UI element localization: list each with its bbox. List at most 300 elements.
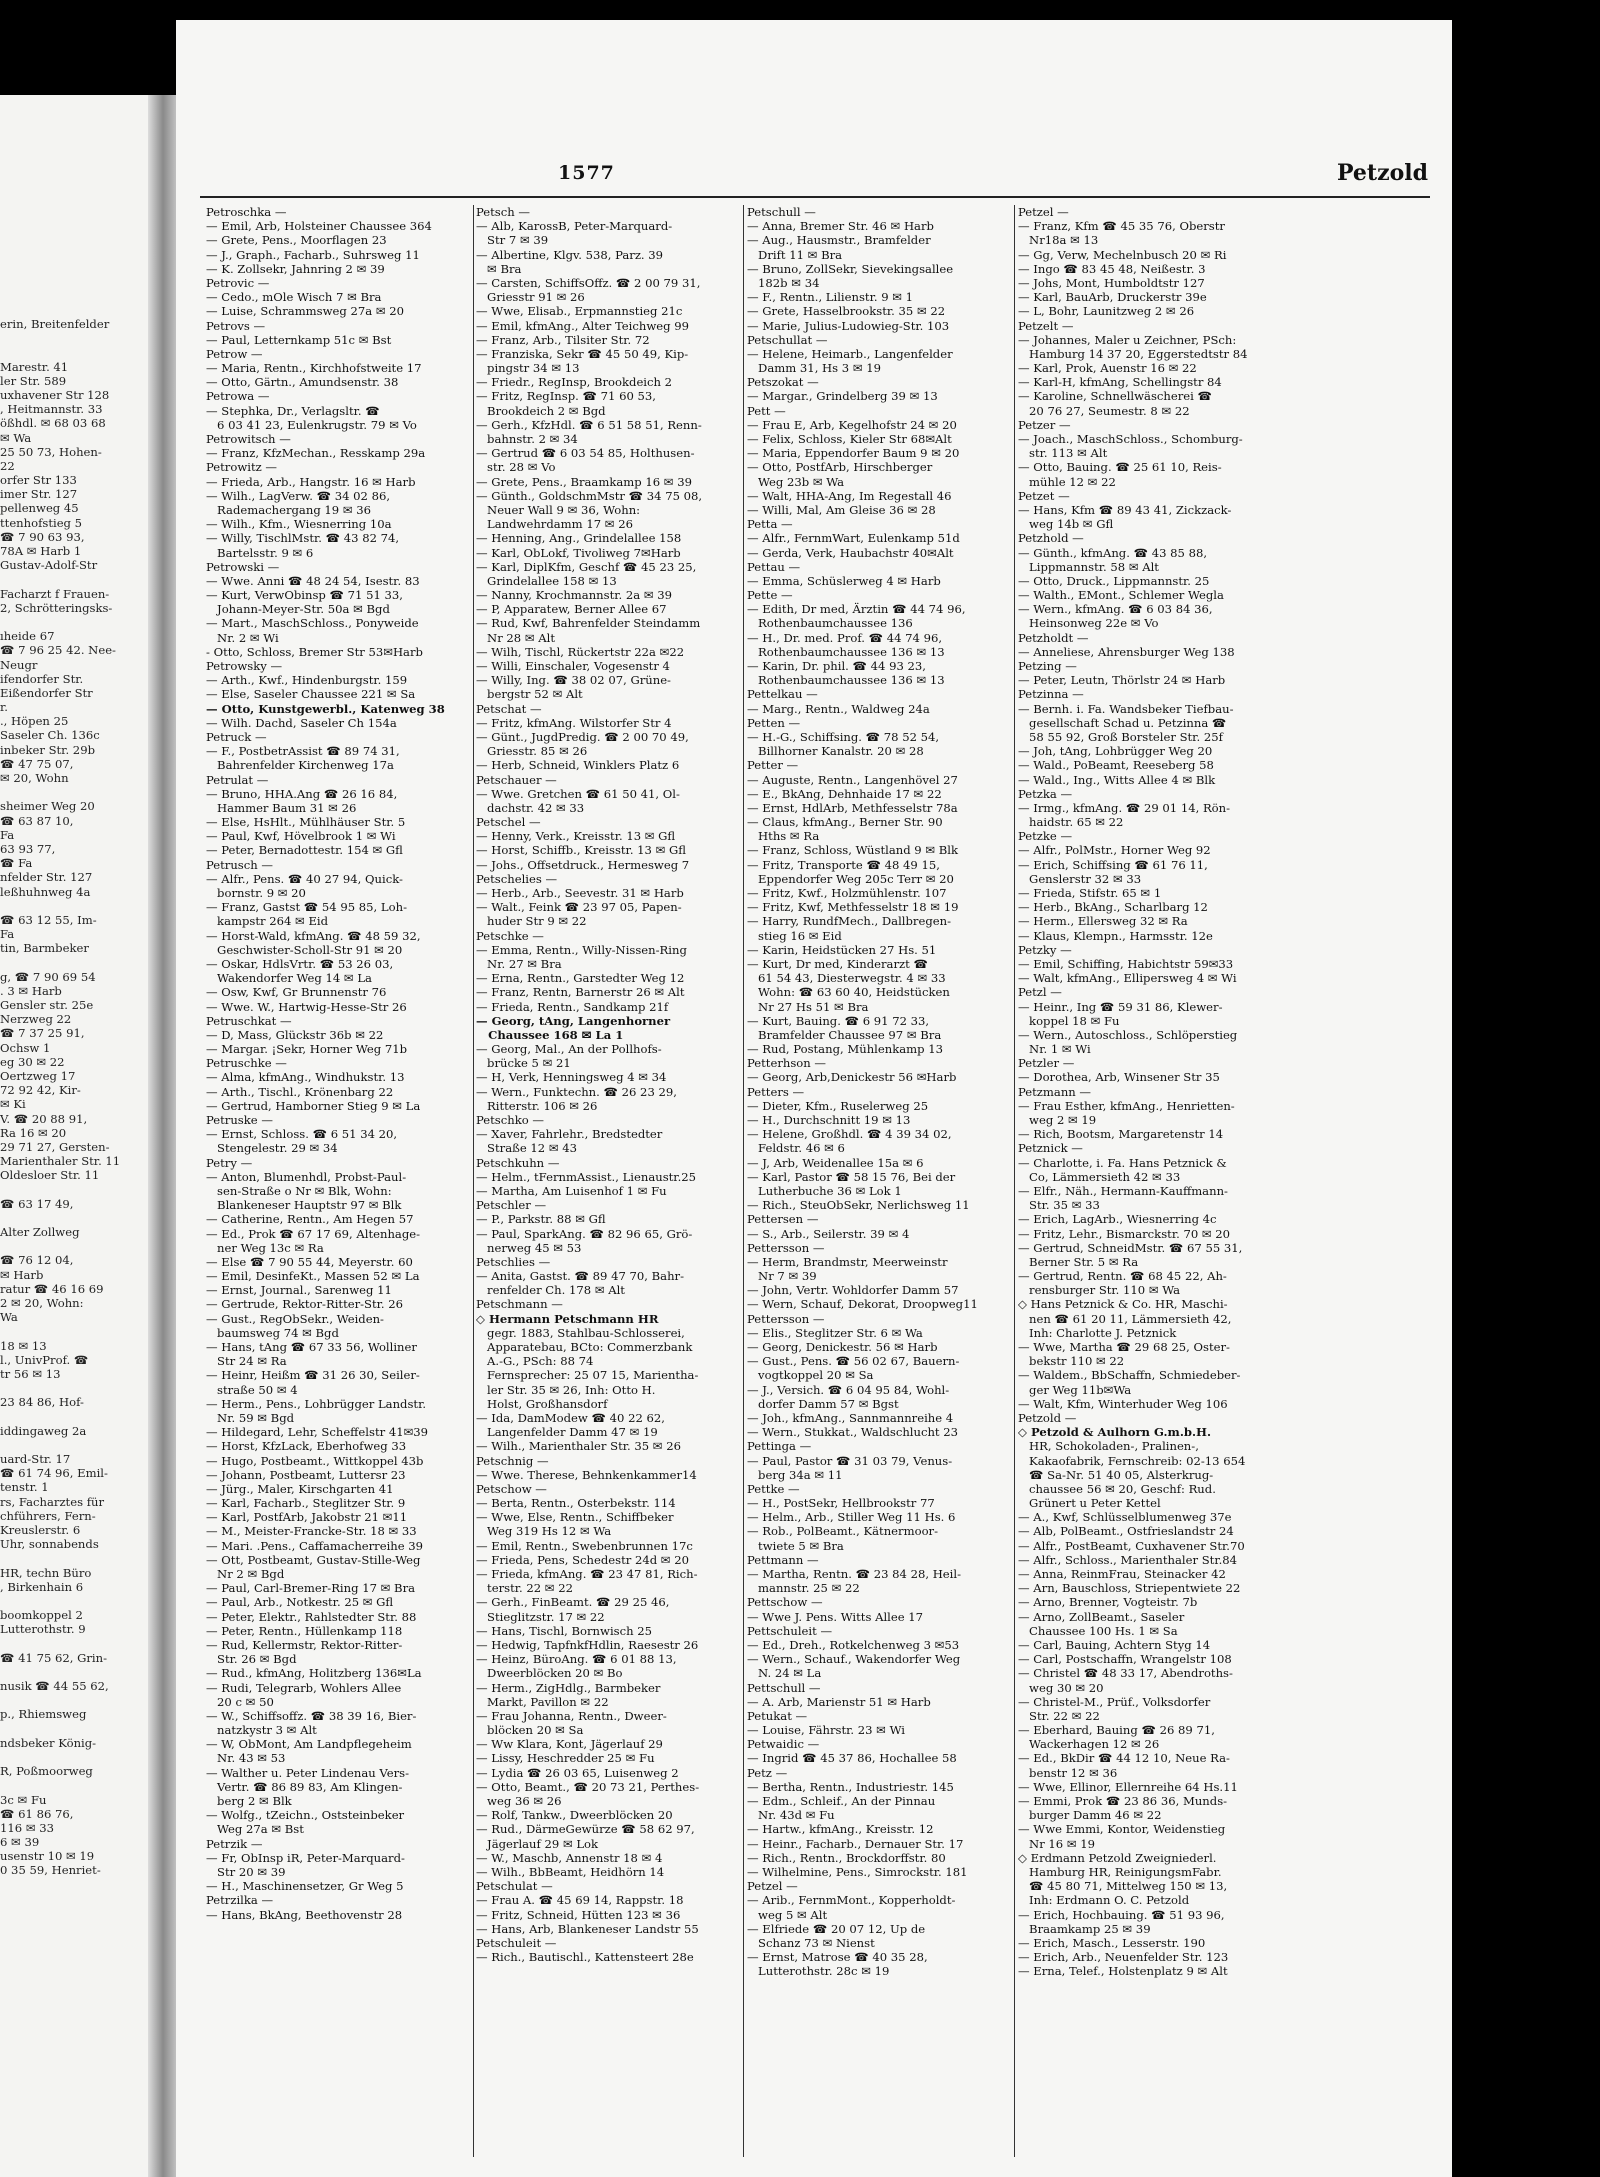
directory-entry-line: — Fr, ObInsp iR, Peter-Marquard- [206,1850,405,1865]
left-fragment-line: ☎ 76 12 04, [0,1253,74,1268]
directory-entry-line: Hths ✉ Ra [747,829,820,844]
directory-entry-line: — Anita, Gastst. ☎ 89 47 70, Bahr- [476,1269,685,1284]
directory-entry-line: Jägerlauf 29 ✉ Lok [476,1836,599,1851]
left-fragment-line: ✉ Wa [0,430,32,445]
directory-entry-line: ☎ 45 80 71, Mittelweg 150 ✉ 13, [1018,1879,1228,1894]
directory-entry-line: — Helene, Heimarb., Langenfelder [747,346,953,361]
directory-entry-line: — Eberhard, Bauing ☎ 26 89 71, [1018,1723,1215,1738]
left-fragment-line: nfelder Str. 127 [0,870,93,885]
directory-entry-line: berg 34a ✉ 11 [747,1467,843,1482]
directory-entry-line: — Karl-H, kfmAng, Schellingstr 84 [1018,375,1222,390]
directory-entry-line: — Maria, Eppendorfer Baum 9 ✉ 20 [747,446,960,461]
left-fragment-line: ☎ Fa [0,856,33,871]
directory-entry-line: — S., Arb., Seilerstr. 39 ✉ 4 [747,1226,910,1241]
directory-entry-line: — Erna, Telef., Holstenplatz 9 ✉ Alt [1018,1964,1228,1979]
directory-entry-line: — Otto, Beamt., ☎ 20 73 21, Perthes- [476,1779,700,1794]
directory-entry-line: str. 113 ✉ Alt [1018,446,1108,461]
directory-entry-line: — Heinz, BüroAng. ☎ 6 01 88 13, [476,1652,677,1667]
left-fragment-line: ndsbeker König- [0,1735,97,1750]
left-fragment-line: . 3 ✉ Harb [0,983,62,998]
directory-entry-line: — Wern, Schauf, Dekorat, Droopweg11 [747,1297,978,1312]
directory-entry-line: — Gertrude, Rektor-Ritter-Str. 26 [206,1297,404,1312]
directory-entry-line: — Wwe. W., Hartwig-Hesse-Str 26 [206,999,407,1014]
directory-entry-line: — Frieda, Rentn., Sandkamp 21f [476,999,669,1014]
surname-heading: Petschlies — [476,1254,551,1269]
directory-entry-line: — Arn, Bauschloss, Striepentwiete 22 [1018,1581,1241,1596]
directory-entry-line: — Edm., Schleif., An der Pinnau [747,1794,936,1808]
surname-heading: Petschuleit — [476,1935,557,1950]
directory-entry-line: dachstr. 42 ✉ 33 [476,800,585,815]
directory-entry-line: — Cedo., mOle Wisch 7 ✉ Bra [206,290,382,305]
running-head: Petzold [1336,160,1428,186]
directory-entry-line: — Grete, Pens., Moorflagen 23 [206,233,387,248]
directory-entry-line: — Henning, Ang., Grindelallee 158 [476,531,682,546]
directory-entry-line: — A. Arb, Marienstr 51 ✉ Harb [747,1694,931,1709]
directory-entry-line: Lippmannstr. 58 ✉ Alt [1018,559,1159,574]
directory-entry-line: — Paul, Arb., Notkestr. 25 ✉ Gfl [206,1595,394,1610]
directory-entry-line: — Rob., PolBeamt., Kätnermoor- [747,1524,939,1539]
directory-entry-line: Nr 16 ✉ 19 [1018,1836,1096,1851]
directory-entry-line: Stieglitzstr. 17 ✉ 22 [476,1609,605,1624]
directory-entry-line: benstr 12 ✉ 36 [1018,1765,1118,1780]
directory-entry-line: Feldstr. 46 ✉ 6 [747,1141,845,1156]
left-fragment-line: 22 [0,458,15,473]
directory-entry-line: — Gg, Verw, Mechelnbusch 20 ✉ Ri [1018,247,1227,262]
left-fragment-line: Lutterothstr. 9 [0,1622,86,1637]
directory-entry-line: — Fritz, Kwf, Methfesselstr 18 ✉ 19 [747,900,959,915]
directory-entry-line: nen ☎ 61 20 11, Lämmersieth 42, [1018,1311,1232,1326]
directory-entry-line: — Fritz, kfmAng. Wilstorfer Str 4 [476,715,672,730]
directory-entry-line: — Franz, Schloss, Wüstland 9 ✉ Blk [747,843,959,858]
directory-entry-line: — Frieda, kfmAng. ☎ 23 47 81, Rich- [476,1567,698,1581]
directory-entry-line: Inh: Erdmann O. C. Petzold [1018,1893,1190,1908]
directory-entry-line: — K. Zollsekr, Jahnring 2 ✉ 39 [206,261,385,276]
left-fragment-line: Facharzt f Frauen- [0,586,110,601]
left-fragment-line: Alter Zollweg [0,1225,80,1239]
directory-entry-line: — Wilhelmine, Pens., Simrockstr. 181 [747,1864,968,1879]
left-fragment-line: 23 84 86, Hof- [0,1395,84,1410]
directory-entry-line: — Horst, Schiffb., Kreisstr. 13 ✉ Gfl [476,843,687,858]
directory-entry-line: — Marie, Julius-Ludowieg-Str. 103 [747,318,950,333]
left-fragment-line: Marestr. 41 [0,359,69,374]
directory-entry-line: — W., Schiffsoffz. ☎ 38 39 16, Bier- [206,1708,417,1723]
surname-heading: Petz — [747,1765,788,1780]
left-fragment-line: ttenhofstieg 5 [0,515,83,530]
directory-entry-line: — Wwe Emmi, Kontor, Weidenstieg [1018,1822,1226,1837]
column-divider [473,205,474,2157]
directory-entry-line: — Frau A. ☎ 45 69 14, Rappstr. 18 [476,1893,684,1908]
directory-entry-line: — A., Kwf, Schlüsselblumenweg 37e [1018,1510,1232,1525]
directory-entry-line: Grünert u Peter Kettel [1018,1496,1161,1511]
directory-entry-line: — Arth., Kwf., Hindenburgstr. 159 [206,673,408,688]
directory-entry-line: — H.-G., Schiffsing. ☎ 78 52 54, [747,729,940,744]
directory-entry-line: Berner Str. 5 ✉ Ra [1018,1254,1139,1269]
directory-entry-line: — Wald., PoBeamt, Reeseberg 58 [1018,758,1214,773]
surname-heading: Pettersson — [747,1240,825,1255]
directory-entry-line: Blankeneser Hauptstr 97 ✉ Blk [206,1198,402,1213]
directory-entry-line: — J., Graph., Facharb., Suhrsweg 11 [206,247,420,262]
directory-entry-line: — W, ObMont, Am Landpflegeheim [206,1737,412,1752]
left-fragment-line [0,1636,148,1650]
directory-entry-line: — Frieda, Pens, Schedestr 24d ✉ 20 [476,1552,689,1567]
directory-entry-line: Nr. 59 ✉ Bgd [206,1410,295,1425]
surname-heading: Petrzik — [206,1836,263,1851]
surname-heading: Pettelkau — [747,687,818,702]
directory-entry-line: Nr18a ✉ 13 [1018,233,1099,248]
left-fragment-line: Neugr [0,657,38,672]
directory-entry-line: — Georg, tAng, Langenhorner [476,1013,671,1028]
left-fragment-line: Saseler Ch. 136c [0,728,100,743]
directory-entry-line: — Wilh., Kfm., Wiesnerring 10a [206,517,392,532]
directory-entry-line: — Felix, Schloss, Kieler Str 68✉Alt [747,432,952,446]
left-fragment-line: p., Rhiemsweg [0,1707,87,1722]
directory-column-4 [1018,205,1282,1978]
surname-heading: Petters — [747,1084,805,1099]
directory-entry-line: 61 54 43, Diesterwegstr. 4 ✉ 33 [747,971,946,986]
directory-entry-line: — Kurt, VerwObinsp ☎ 71 51 33, [206,588,403,603]
directory-entry-line: — Gertrud, Rentn. ☎ 68 45 22, Ah- [1018,1269,1227,1284]
directory-entry-line: — Anna, ReinmFrau, Steinacker 42 [1018,1567,1226,1581]
directory-entry-line: — Herb, Schneid, Winklers Platz 6 [476,758,680,773]
directory-entry-line: — Rud, Kwf, Bahrenfelder Steindamm [476,616,701,631]
left-fragment-line: tenstr. 1 [0,1480,49,1495]
left-fragment-line [0,1409,148,1423]
directory-entry-line: — Margar. ¡Sekr, Horner Weg 71b [206,1042,408,1057]
column-divider [743,205,744,2157]
directory-entry-line: Billhorner Kanalstr. 20 ✉ 28 [747,744,924,759]
left-fragment-line: chführers, Fern- [0,1508,96,1523]
directory-entry-line: — Rudi, Telegrarb, Wohlers Allee [206,1680,402,1695]
directory-entry-line: — E., BkAng, Dehnhaide 17 ✉ 22 [747,786,942,801]
left-fragment-line [0,345,148,359]
surname-heading: Pettau — [747,559,801,574]
directory-entry-line: — H., PostSekr, Hellbrookstr 77 [747,1496,935,1511]
surname-heading: Pettschull — [747,1680,821,1695]
directory-entry-line: — Anton, Blumenhdl, Probst-Paul- [206,1169,407,1184]
surname-heading: Petukat — [747,1708,808,1723]
directory-entry-line: — Herm, Brandmstr, Meerweinstr [747,1254,948,1269]
directory-entry-line: dorfer Damm 57 ✉ Bgst [747,1396,899,1411]
surname-heading: Petschullat — [747,332,828,347]
directory-entry-line: Rothenbaumchaussee 136 [747,616,913,631]
directory-entry-line: — Wwe, Martha ☎ 29 68 25, Oster- [1018,1340,1230,1354]
left-fragment-line [0,899,148,913]
directory-entry-line: — Emil, DesinfeKt., Massen 52 ✉ La [206,1269,420,1284]
directory-entry-line: Str 7 ✉ 39 [476,233,549,248]
directory-entry-line: — Helene, Großhdl. ☎ 4 39 34 02, [747,1127,952,1142]
directory-entry-line: — Georg, Mal., An der Pollhofs- [476,1042,662,1057]
directory-entry-line: — Emma, Schüslerweg 4 ✉ Harb [747,573,941,588]
directory-entry-line: — Christel-M., Prüf., Volksdorfer [1018,1694,1211,1709]
surname-heading: Pettersen — [747,1212,819,1227]
surname-heading: Petterhson — [747,1056,827,1071]
directory-entry-line: — Erich, Schiffsing ☎ 61 76 11, [1018,857,1208,872]
directory-entry-line: — Gerh., KfzHdl. ☎ 6 51 58 51, Renn- [476,417,702,432]
directory-entry-line: kampstr 264 ✉ Eid [206,914,329,929]
directory-entry-line: Nr 7 ✉ 39 [747,1269,817,1284]
left-fragment-line: ☎ 61 74 96, Emil- [0,1466,108,1481]
directory-entry-line: Lutterothstr. 28c ✉ 19 [747,1964,890,1979]
directory-entry-line: — Heinr, Heißm ☎ 31 26 30, Seiler- [206,1368,420,1383]
left-fragment-line: Fa [0,827,15,842]
directory-entry-line: — Frau E, Arb, Kegelhofstr 24 ✉ 20 [747,417,957,432]
directory-entry-line: — Grete, Hasselbrookstr. 35 ✉ 22 [747,304,946,319]
left-fragment-line: , Birkenhain 6 [0,1579,84,1594]
left-fragment-line: Ochsw 1 [0,1040,51,1055]
directory-entry-line: — Gertrud, Hamborner Stieg 9 ✉ La [206,1098,421,1113]
directory-entry-line: ger Weg 11b✉Wa [1018,1382,1132,1397]
left-fragment-line: ☎ 63 87 10, [0,813,74,828]
directory-entry-line: — Irmg., kfmAng. ☎ 29 01 14, Rön- [1018,800,1231,815]
left-fragment-line: Eißendorfer Str [0,685,93,700]
surname-heading: Petzhold — [1018,531,1084,546]
directory-entry-line: sen-Straße o Nr ✉ Blk, Wohn: [206,1183,392,1198]
directory-entry-line: A.-G., PSch: 88 74 [476,1354,594,1369]
directory-entry-line: Damm 31, Hs 3 ✉ 19 [747,361,882,376]
surname-heading: Petzel — [1018,205,1069,219]
directory-entry-line: — Günth., kfmAng. ☎ 43 85 88, [1018,545,1208,560]
directory-entry-line: — Edith, Dr med, Ärztin ☎ 44 74 96, [747,602,966,617]
directory-entry-line: — Auguste, Rentn., Langenhövel 27 [747,772,958,787]
directory-entry-line: — Rud., kfmAng, Holitzberg 136✉La [206,1666,422,1681]
directory-entry-line: gesellschaft Schad u. Petzinna ☎ [1018,715,1227,730]
directory-entry-line: — Ernst, Matrose ☎ 40 35 28, [747,1950,928,1965]
directory-entry-line: — Fritz, Lehr., Bismarckstr. 70 ✉ 20 [1018,1226,1231,1241]
left-fragment-line [0,1324,148,1338]
directory-entry-line: weg 5 ✉ Alt [747,1907,828,1922]
directory-entry-line: — Wern., Funktechn. ☎ 26 23 29, [476,1084,677,1099]
left-fragment-line [0,1182,148,1196]
directory-entry-line: — Anna, Bremer Str. 46 ✉ Harb [747,219,934,234]
directory-entry-line: Grindelallee 158 ✉ 13 [476,573,617,588]
directory-entry-line: Fernsprecher: 25 07 15, Marientha- [476,1368,699,1383]
directory-entry-line: — Karoline, Schnellwäscherei ☎ [1018,389,1212,404]
directory-entry-line: — Helm., Arb., Stiller Weg 11 Hs. 6 [747,1510,956,1525]
left-fragment-line: ☎ 63 12 55, Im- [0,912,97,927]
directory-entry-line: ◇ Hans Petznick & Co. HR, Maschi- [1018,1297,1228,1312]
left-fragment-line [0,1551,148,1565]
directory-entry-line: vogtkoppel 20 ✉ Sa [747,1368,874,1383]
surname-heading: Petschull — [747,205,816,219]
directory-entry-line: — Rich., SteuObSekr, Nerlichsweg 11 [747,1198,970,1213]
left-fragment-line: uxhavener Str 128 [0,387,110,402]
directory-entry-line: Hamburg HR, ReinigungsmFabr. [1018,1864,1222,1879]
directory-entry-line: Wackerhagen 12 ✉ 26 [1018,1737,1160,1752]
directory-entry-line: stieg 16 ✉ Eid [747,928,842,943]
directory-entry-line: — Lissy, Heschredder 25 ✉ Fu [476,1751,655,1766]
directory-entry-line: Brookdeich 2 ✉ Bgd [476,403,606,418]
directory-column-3 [747,205,1011,1978]
surname-heading: Petroschka — [206,205,287,219]
surname-heading: Petrovs — [206,318,266,333]
directory-entry-line: — Johs, Mont, Humboldtstr 127 [1018,275,1205,290]
directory-entry-line: 20 c ✉ 50 [206,1694,274,1709]
left-fragment-line [0,785,148,799]
directory-entry-line: Landwehrdamm 17 ✉ 26 [476,517,633,532]
directory-entry-line: weg 30 ✉ 20 [1018,1680,1104,1695]
directory-entry-line: — Erich, Masch., Lesserstr. 190 [1018,1935,1206,1950]
left-fragment-line: 29 71 27, Gersten- [0,1139,110,1154]
directory-entry-line: — Ed., Prok ☎ 67 17 69, Altenhage- [206,1226,421,1241]
left-fragment-line: Uhr, sonnabends [0,1537,99,1552]
directory-entry-line: — Harry, RundfMech., Dallbregen- [747,914,952,929]
directory-entry-line: Nr. 43 ✉ 53 [206,1751,286,1766]
directory-entry-line: Lutherbuche 36 ✉ Lok 1 [747,1183,902,1198]
directory-entry-line: ◇ Hermann Petschmann HR [476,1311,659,1326]
directory-entry-line: — J, Arb, Weidenallee 15a ✉ 6 [747,1155,924,1170]
directory-entry-line: — Wolfg., tZeichn., Oststeinbeker [206,1808,405,1823]
surname-heading: Petzholdt — [1018,630,1089,645]
directory-entry-line: — Alb, PolBeamt., Ostfrieslandstr 24 [1018,1524,1234,1539]
directory-entry-line: — Walther u. Peter Lindenau Vers- [206,1765,410,1780]
directory-entry-line: — Berta, Rentn., Osterbekstr. 114 [476,1496,676,1511]
left-fragment-line: 72 92 42, Kir- [0,1083,81,1098]
directory-entry-line: — P., Parkstr. 88 ✉ Gfl [476,1212,606,1227]
left-fragment-line: iddingaweg 2a [0,1423,87,1438]
directory-entry-line: — Hans, tAng ☎ 67 33 56, Wolliner [206,1340,417,1354]
column-divider [1014,205,1015,2157]
surname-heading: Petzing — [1018,659,1077,673]
directory-entry-line: bahnstr. 2 ✉ 34 [476,432,578,446]
directory-entry-line: — Ernst, Journal., Sarenweg 11 [206,1283,392,1298]
directory-entry-line: Str 24 ✉ Ra [206,1354,287,1369]
directory-entry-line: — Hugo, Postbeamt., Wittkoppel 43b [206,1453,424,1468]
directory-entry-line: — Karin, Dr. phil. ☎ 44 93 23, [747,659,926,673]
left-fragment-line [0,1239,148,1253]
directory-entry-line: mannstr. 25 ✉ 22 [747,1581,860,1596]
directory-entry-line: — H, Verk, Henningsweg 4 ✉ 34 [476,1070,667,1085]
directory-entry-line: renfelder Ch. 178 ✉ Alt [476,1283,625,1298]
directory-entry-line: — Franz, Kfm ☎ 45 35 76, Oberstr [1018,219,1225,234]
directory-entry-line: — Maria, Rentn., Kirchhofstweite 17 [206,361,422,376]
surname-heading: Petzer — [1018,417,1071,432]
directory-entry-line: — Dorothea, Arb, Winsener Str 35 [1018,1070,1220,1085]
left-fragment-line [0,1211,148,1225]
directory-entry-line: Bramfelder Chaussee 97 ✉ Bra [747,1027,942,1042]
directory-entry-line: — Rud, Postang, Mühlenkamp 13 [747,1042,943,1057]
directory-entry-line: — Karl, Prok, Auenstr 16 ✉ 22 [1018,361,1197,376]
surname-heading: Petzke — [1018,829,1073,844]
directory-entry-line: — Dieter, Kfm., Ruselerweg 25 [747,1098,929,1113]
directory-entry-line: — Johannes, Maler u Zeichner, PSch: [1018,332,1237,347]
directory-entry-line: — Martha, Am Luisenhof 1 ✉ Fu [476,1183,667,1198]
directory-entry-line: Dweerblöcken 20 ✉ Bo [476,1666,623,1681]
directory-entry-line: — Peter, Bernadottestr. 154 ✉ Gfl [206,843,403,858]
directory-entry-line: — Aug., Hausmstr., Bramfelder [747,233,931,248]
directory-entry-line: nerweg 45 ✉ 53 [476,1240,582,1255]
directory-entry-line: — Mari. .Pens., Caffamacherreihe 39 [206,1538,424,1553]
surname-heading: Pettschuleit — [747,1623,833,1638]
directory-entry-line: Rothenbaumchaussee 136 ✉ 13 [747,644,945,659]
left-fragment-line: sheimer Weg 20 [0,799,95,814]
directory-entry-line: mühle 12 ✉ 22 [1018,474,1116,489]
surname-heading: Petschmann — [476,1297,563,1312]
directory-entry-line: Weg 319 Hs 12 ✉ Wa [476,1524,612,1539]
directory-entry-line: — Fritz, Transporte ☎ 48 49 15, [747,857,940,872]
directory-entry-line: — Walt, HHA-Ang, Im Regestall 46 [747,488,952,503]
surname-heading: Petzel — [747,1879,798,1894]
directory-entry-line: — Wern., Autoschloss., Schlöperstieg [1018,1027,1238,1042]
directory-entry-line: — Günt., JugdPredig. ☎ 2 00 70 49, [476,729,689,744]
directory-entry-line: Langenfelder Damm 47 ✉ 19 [476,1425,658,1440]
directory-entry-line: — Peter, Leutn, Thörlstr 24 ✉ Harb [1018,673,1226,688]
directory-entry-line: — Christel ☎ 48 33 17, Abendroths- [1018,1666,1233,1681]
directory-entry-line: — Osw, Kwf, Gr Brunnenstr 76 [206,985,387,1000]
directory-entry-line: ✉ Bra [476,261,522,276]
directory-entry-line: — Ed., Dreh., Rotkelchenweg 3 ✉53 [747,1637,960,1652]
directory-entry-line: — Wilh. Dachd, Saseler Ch 154a [206,715,397,730]
directory-entry-line: weg 36 ✉ 26 [476,1794,562,1808]
directory-entry-line: — Oskar, HdlsVrtr. ☎ 53 26 03, [206,956,394,971]
directory-entry-line: Genslerstr 32 ✉ 33 [1018,871,1142,886]
directory-entry-line: Bahrenfelder Kirchenweg 17a [206,758,394,773]
directory-entry-line: Rademachergang 19 ✉ 36 [206,502,372,517]
directory-entry-line: — Stephka, Dr., Verlagsltr. ☎ [206,403,380,418]
left-fragment-line: uard-Str. 17 [0,1452,71,1466]
directory-entry-line: — Emil, kfmAng., Alter Teichweg 99 [476,318,689,333]
surname-heading: Petschkuhn — [476,1155,560,1170]
surname-heading: Petzet — [1018,488,1070,503]
directory-entry-line: — Wern., Schauf., Wakendorfer Weg [747,1652,961,1667]
surname-heading: Petschnig — [476,1453,549,1468]
directory-entry-line: baumsweg 74 ✉ Bgd [206,1325,339,1340]
surname-heading: Petschler — [476,1198,547,1213]
surname-heading: Pettersson — [747,1311,825,1326]
directory-entry-line: — Ida, DamModew ☎ 40 22 62, [476,1410,665,1425]
directory-entry-line: — Franziska, Sekr ☎ 45 50 49, Kip- [476,346,689,361]
directory-entry-line: — Bruno, ZollSekr, Sievekingsallee [747,261,954,276]
directory-entry-line: Nr 2 ✉ Bgd [206,1567,285,1581]
surname-heading: Petwaidic — [747,1737,820,1752]
surname-heading: Petta — [747,517,793,532]
left-fragment-line: Nerzweg 22 [0,1012,72,1027]
directory-entry-line: haidstr. 65 ✉ 22 [1018,815,1124,830]
directory-entry-line: — Frau Johanna, Rentn., Dweer- [476,1708,667,1723]
directory-entry-line: — Wwe, Elisab., Erpmannstieg 21c [476,304,683,319]
directory-entry-line: — Elfr., Näh., Hermann-Kauffmann- [1018,1183,1228,1198]
directory-entry-line: terstr. 22 ✉ 22 [476,1581,573,1596]
left-fragment-line: ifendorfer Str. [0,671,84,686]
directory-entry-line: — Karl, ObLokf, Tivoliweg 7✉Harb [476,545,681,560]
directory-entry-line: — Emil, Schiffing, Habichtstr 59✉33 [1018,956,1234,971]
left-fragment-line: nusik ☎ 44 55 62, [0,1679,109,1693]
left-fragment-line: Gustav-Adolf-Str [0,558,98,573]
directory-entry-line: — Albertine, Klgv. 538, Parz. 39 [476,247,664,262]
directory-entry-line: Weg 27a ✉ Bst [206,1822,304,1837]
directory-entry-line: Str. 22 ✉ 22 [1018,1708,1100,1723]
directory-column-1 [206,205,470,1922]
surname-heading: Pett — [747,403,786,418]
directory-entry-line: — Karin, Heidstücken 27 Hs. 51 [747,942,937,957]
book-gutter [148,95,178,2177]
directory-entry-line: chaussee 56 ✉ 20, Geschf: Rud. [1018,1481,1216,1496]
directory-entry-line: — Erich, Hochbauing. ☎ 51 93 96, [1018,1907,1225,1922]
directory-entry-line: — Arth., Tischl., Krönenbarg 22 [206,1084,394,1099]
directory-entry-line: — Ingo ☎ 83 45 48, Neißestr. 3 [1018,261,1206,276]
directory-entry-line: — Hans, Tischl, Bornwisch 25 [476,1623,653,1638]
left-fragment-line: ✉ Harb [0,1267,44,1282]
directory-entry-line: huder Str 9 ✉ 22 [476,914,587,929]
directory-entry-line: 58 55 92, Groß Borsteler Str. 25f [1018,729,1223,744]
left-fragment-line: Fa [0,927,15,942]
left-fragment-line: ☎ 47 75 07, [0,756,74,771]
surname-heading: Petrow — [206,346,263,361]
directory-entry-line: — Hans, Kfm ☎ 89 43 41, Zickzack- [1018,502,1232,517]
directory-entry-line: Nr 28 ✉ Alt [476,630,556,645]
directory-entry-line: — Walt, Kfm, Winterhuder Weg 106 [1018,1396,1228,1411]
surname-heading: Petschulat — [476,1879,553,1894]
directory-entry-line: — Heinr., Ing ☎ 59 31 86, Klewer- [1018,999,1223,1014]
